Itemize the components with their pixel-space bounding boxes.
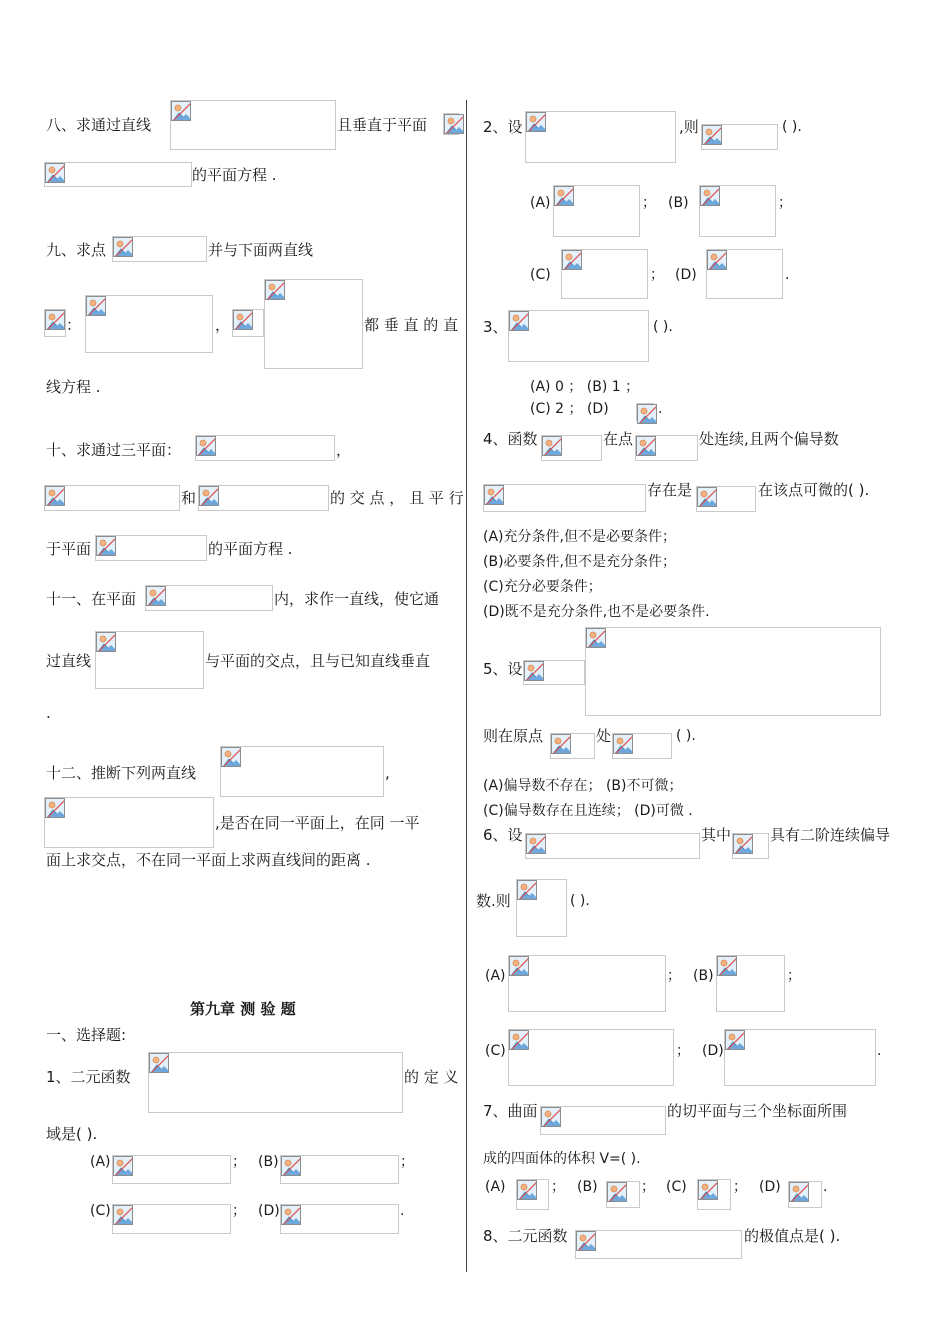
q9-text-a: 九、求点 [46,241,107,259]
q12-text-b: , [385,764,390,782]
broken-image-icon [149,1053,169,1073]
c4-text-e: 在该点可微的( ). [758,481,870,499]
broken-image-icon [113,1156,133,1176]
formula-image [706,249,783,299]
separator: ； [400,1154,414,1170]
broken-image-icon [554,186,574,206]
formula-image [44,309,66,337]
q11-text-b: 内，求作一直线，使它通 [274,590,440,608]
q9-text-e: 都 垂 直 的 直 [364,316,459,334]
q11-text-e: . [46,704,51,722]
formula-image [508,1029,674,1086]
broken-image-icon [517,1180,537,1200]
broken-image-icon [221,747,241,767]
formula-image [112,236,207,262]
q11-text-c: 过直线 [46,652,92,670]
broken-image-icon [509,1030,529,1050]
c5-options-row1: (A)偏导数不存在； (B)不可微； [483,778,683,794]
formula-image [516,879,567,937]
broken-image-icon [45,486,65,506]
q12-text-a: 十二、推断下列两直线 [46,764,197,782]
formula-image [636,403,654,421]
c7-text-a: 7、曲面 [483,1102,538,1120]
c7-text-b: 的切平面与三个坐标面所围 [667,1102,848,1120]
option-b-label: (B) [577,1179,598,1195]
broken-image-icon [541,1107,561,1127]
option-c-label: (C) [485,1043,506,1059]
broken-image-icon [265,280,285,300]
separator: ； [733,1179,747,1195]
broken-image-icon [725,1030,745,1050]
formula-image [220,746,384,797]
option-c-label: (C) [666,1179,687,1195]
end-period: . [785,267,790,283]
c6-text-a: 6、设 [483,826,523,844]
c8-text-a: 8、二元函数 [483,1227,568,1245]
formula-image [724,1029,876,1086]
broken-image-icon [702,125,722,145]
option-d-label: (D) [675,267,697,283]
broken-image-icon [86,296,106,316]
broken-image-icon [113,237,133,257]
end-period: . [877,1043,882,1059]
formula-image [44,485,180,511]
broken-image-icon [733,834,753,854]
q10-text-d: 的 交 点 ， 且 平 行 [330,489,464,507]
formula-image [145,585,273,611]
broken-image-icon [524,661,544,681]
separator: ； [787,968,801,984]
formula-image [148,1052,403,1113]
formula-image [716,955,785,1012]
option-a-label: (A) [530,195,551,211]
separator: ； [650,267,664,283]
c6-text-b: 其中 [701,826,732,844]
column-divider [466,100,467,1272]
c1-text-a: 1、二元函数 [46,1068,131,1086]
c4-text-b: 在点 [603,430,634,448]
broken-image-icon [171,101,191,121]
section-heading: 一、选择题: [46,1026,127,1044]
formula-image [699,185,776,237]
broken-image-icon [551,734,571,754]
formula-image [701,124,778,150]
formula-image [540,1106,666,1135]
c5-options-row2: (C)偏导数存在且连续； (D)可微 . [483,803,693,819]
separator: ； [232,1154,246,1170]
c1-text-b: 的 定 义 [404,1068,459,1086]
formula-image [170,100,336,150]
formula-image [525,833,700,859]
c7-text-c: 成的四面体的体积 V=( ). [483,1151,641,1167]
q10-text-c: 和 [181,489,197,507]
formula-image [575,1230,742,1259]
q9-text-c: ： [66,316,82,334]
formula-image [541,435,602,461]
broken-image-icon [526,112,546,132]
formula-image [525,111,676,163]
broken-image-icon [789,1182,809,1202]
option-a-label: (A) [90,1154,111,1170]
formula-image [232,309,264,337]
broken-image-icon [562,250,582,270]
broken-image-icon [444,114,464,134]
c2-text-a: 2、设 [483,118,523,136]
c3-text-b: ( ). [653,319,673,335]
c3-options-row2: (C) 2 ； (D) [530,401,609,417]
broken-image-icon [526,834,546,854]
separator: ； [232,1203,246,1219]
formula-image [112,1204,231,1234]
broken-image-icon [700,186,720,206]
c8-text-b: 的极值点是( ). [744,1227,841,1245]
broken-image-icon [281,1156,301,1176]
broken-image-icon [146,586,166,606]
c3-options-row1: (A) 0 ； (B) 1 ； [530,379,640,395]
q12-text-c: ,是否在同一平面上，在同 一平 [215,814,420,832]
c5-text-b: 则在原点 [483,727,544,745]
option-a-label: (A) [485,968,506,984]
q8-text-a: 八、求通过直线 [46,116,152,134]
formula-image [523,660,585,685]
broken-image-icon [707,250,727,270]
c5-text-c: 处 [596,727,612,745]
c3-text-a: 3、 [483,318,508,336]
broken-image-icon [113,1205,133,1225]
option-b-label: (B) [258,1154,279,1170]
option-d-label: (D) [258,1203,280,1219]
c6-text-c: 具有二阶连续偏导 [770,826,891,844]
broken-image-icon [96,632,116,652]
broken-image-icon [484,485,504,505]
broken-image-icon [697,487,717,507]
broken-image-icon [517,880,537,900]
option-d-label: (D) [759,1179,781,1195]
formula-image [561,249,648,299]
end-period: . [400,1203,405,1219]
formula-image [697,1179,731,1210]
q11-text-a: 十一、在平面 [46,590,137,608]
separator: ； [778,195,792,211]
broken-image-icon [96,536,116,556]
q9-text-f: 线方程 . [46,378,101,396]
formula-image [788,1181,822,1208]
broken-image-icon [45,798,65,818]
end-period: . [823,1179,828,1195]
broken-image-icon [281,1205,301,1225]
formula-image [280,1155,399,1184]
q9-text-d: ， [215,316,231,334]
formula-image [280,1204,399,1234]
c2-text-c: ( ). [782,119,802,135]
broken-image-icon [196,436,216,456]
c4-option-d: (D)既不是充分条件,也不是必要条件. [483,604,710,620]
formula-image [550,733,595,759]
c4-text-a: 4、函数 [483,430,538,448]
formula-image [95,535,207,561]
broken-image-icon [717,956,737,976]
broken-image-icon [542,436,562,456]
option-c-label: (C) [90,1203,111,1219]
broken-image-icon [613,734,633,754]
option-c-label: (C) [530,267,551,283]
separator: ； [551,1179,565,1195]
formula-image [264,279,363,369]
broken-image-icon [233,310,253,330]
c1-text-c: 域是( ). [46,1125,98,1143]
formula-image [85,295,213,353]
c4-text-c: 处连续,且两个偏导数 [699,430,839,448]
c6-text-e: ( ). [570,893,590,909]
broken-image-icon [509,311,529,331]
broken-image-icon [636,436,656,456]
broken-image-icon [637,404,657,424]
formula-image [195,435,335,461]
formula-image [443,113,459,135]
q10-text-f: 的平面方程 . [208,540,293,558]
c4-option-b: (B)必要条件,但不是充分条件； [483,554,676,570]
c2-text-b: ,则 [679,118,699,136]
q10-text-e: 于平面 [46,540,92,558]
formula-image [585,627,881,716]
formula-image [483,484,646,512]
formula-image [508,955,666,1012]
q8-text-c: 的平面方程 . [192,166,277,184]
formula-image [44,797,214,848]
formula-image [612,733,672,759]
formula-image [516,1179,549,1210]
option-b-label: (B) [668,195,689,211]
option-d-label: (D) [702,1043,724,1059]
option-a-label: (A) [485,1179,506,1195]
end-period: . [658,401,663,417]
formula-image [95,631,204,689]
broken-image-icon [576,1231,596,1251]
c5-text-d: ( ). [676,728,696,744]
c4-option-a: (A)充分条件,但不是必要条件； [483,529,676,545]
formula-image [112,1155,231,1184]
broken-image-icon [586,628,606,648]
broken-image-icon [509,956,529,976]
q10-text-b: ， [336,441,352,459]
c5-text-a: 5、设 [483,660,523,678]
separator: ； [667,968,681,984]
formula-image [635,435,698,461]
broken-image-icon [199,486,219,506]
q12-text-d: 面上求交点，不在同一平面上求两直线间的距离 . [46,851,371,869]
formula-image [553,185,640,237]
formula-image [732,833,769,859]
broken-image-icon [45,310,65,330]
q11-text-d: 与平面的交点，且与已知直线垂直 [205,652,431,670]
option-b-label: (B) [693,968,714,984]
q8-text-b: 且垂直于平面 [337,116,428,134]
broken-image-icon [607,1182,627,1202]
formula-image [198,485,329,511]
c4-option-c: (C)充分必要条件； [483,579,602,595]
formula-image [606,1181,640,1208]
formula-image [508,310,649,362]
broken-image-icon [698,1180,718,1200]
q9-text-b: 并与下面两直线 [208,241,314,259]
formula-image [696,486,756,512]
q10-text-a: 十、求通过三平面： [46,441,182,459]
broken-image-icon [45,163,65,183]
chapter-title: 第九章 测 验 题 [190,1000,296,1018]
c4-text-d: 存在是 [647,481,693,499]
separator: ； [642,195,656,211]
formula-image [44,162,192,187]
separator: ； [641,1179,655,1195]
separator: ； [676,1043,690,1059]
c6-text-d: 数.则 [476,892,511,910]
